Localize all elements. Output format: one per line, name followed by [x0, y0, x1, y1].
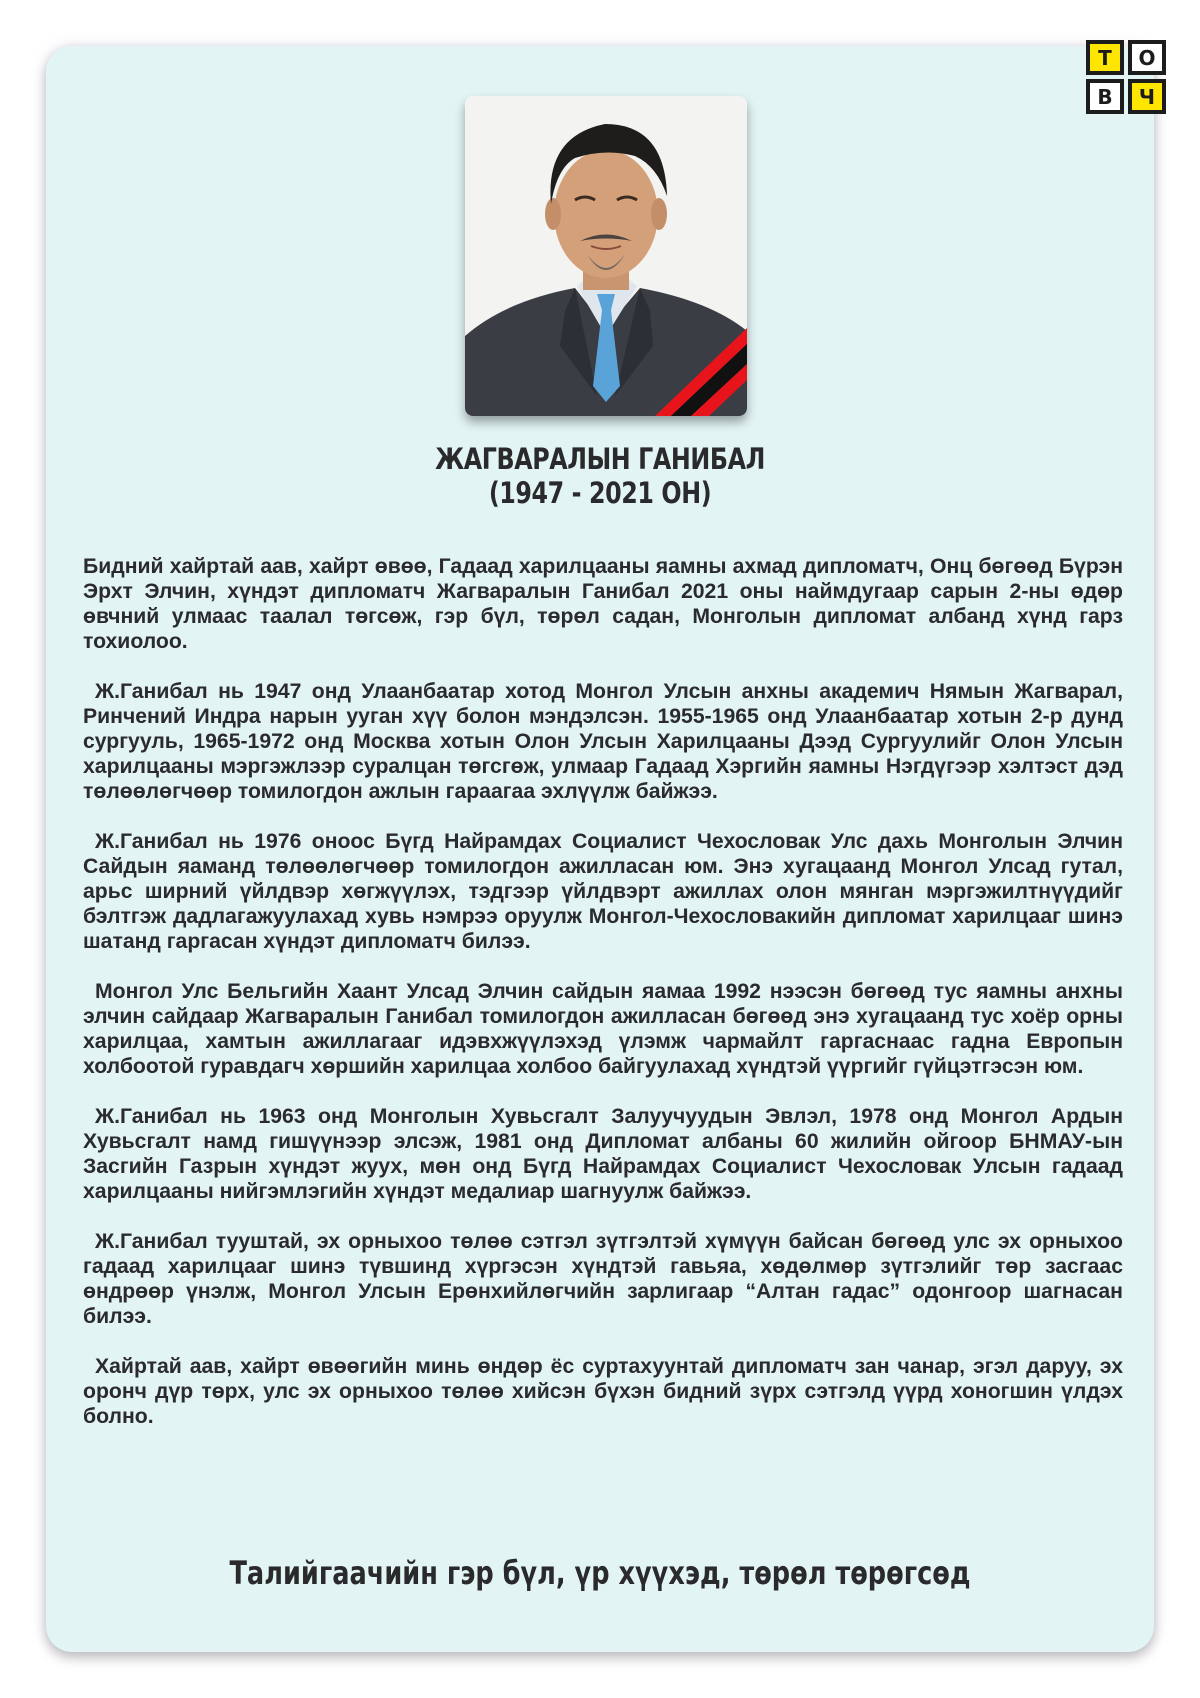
- obituary-body: [83, 554, 1123, 1454]
- life-years: (1947 - 2021 ОН): [488, 476, 712, 510]
- logo-cell: [1128, 40, 1166, 75]
- portrait-illustration: [465, 96, 747, 416]
- logo-cell: [1128, 79, 1166, 114]
- logo-letter: О: [1132, 44, 1162, 71]
- obituary-paragraph: Ж.Ганибал нь 1963 онд Монголын Хувьсгалт Залуучуудын Эвлэл, 1978 онд Монгол Ардын Хувьсгалт намд гишүүнээр элсэж, 1981 онд Дипломат албаны 60 жилийн ойгоор БНМАУ-ын Засгийн Газрын хүндэт жуух, мөн онд Бүгд Найрамдах Социалист Чехословак Улсын гадаад харилцааны нийгэмлэгийн хүндэт медалиар шагнуулж байжээ.: [83, 1105, 1123, 1203]
- tovch-logo: [1086, 40, 1166, 114]
- memorial-heading: [108, 442, 1092, 510]
- logo-letter: Т: [1090, 44, 1120, 71]
- obituary-paragraph: Ж.Ганибал нь 1976 оноос Бүгд Найрамдах Социалист Чехословак Улс дахь Монголын Элчин Сайдын яаманд төлөөлөгчөөр томилогдон ажилласан юм. Энэ хугацаанд Монгол Улсад гутал, арьс ширний үйлдвэр хөгжүүлэх, тэдгээр үйлдвэрт ажиллах олон мянган мэргэжилтнүүдийг бэлтгэж дадлагажуулахад хувь нэмрээ оруулж Монгол-Чехословакийн дипломат харилцааг шинэ шатанд гаргасан хүндэт дипломатч билээ.: [83, 830, 1123, 953]
- logo-cell: [1086, 79, 1124, 114]
- family-signature: Талийгаачийн гэр бүл, үр хүүхэд, төрөл төрөгсөд: [229, 1554, 971, 1592]
- obituary-paragraph: Ж.Ганибал тууштай, эх орныхоо төлөө сэтгэл зүтгэлтэй хүмүүн байсан бөгөөд улс эх орныхоо гадаад харилцааг шинэ түвшинд хүргэсэн хүндтэй гавьяа, хөдөлмөр зүтгэлийг төр засгаас өндрөөр үнэлж, Монгол Улсын Ерөнхийлөгчийн зарлигаар “Алтан гадас” одонгоор шагнасан билээ.: [83, 1230, 1123, 1328]
- deceased-name: ЖАГВАРАЛЫН ГАНИБАЛ: [435, 442, 765, 476]
- obituary-paragraph: Бидний хайртай аав, хайрт өвөө, Гадаад харилцааны яамны ахмад дипломатч, Онц бөгөөд Бүрэн Эрхт Элчин, хүндэт дипломатч Жагваралын Ганибал 2021 оны наймдугаар сарын 2-ны өдөр өвчний улмаас таалал төгсөж, гэр бүл, төрөл садан, Монголын дипломат албанд хүнд гарз тохиолоо.: [83, 555, 1123, 653]
- obituary-paragraph: Монгол Улс Бельгийн Хаант Улсад Элчин сайдын яамаа 1992 нээсэн бөгөөд тус яамны анхны элчин сайдаар Жагваралын Ганибал томилогдон ажилласан бөгөөд энэ хугацаанд тус хоёр орны харилцаа, хамтын ажиллагааг идэвхжүүлэхэд үлэмж чармайлт гаргаснаас гадна Европын холбоотой гуравдагч хөршийн харилцаа холбоо байгуулахад хүндтэй үүргийг гүйцэтгэсэн юм.: [83, 980, 1123, 1078]
- logo-letter: Ч: [1132, 83, 1162, 110]
- obituary-paragraph: Хайртай аав, хайрт өвөөгийн минь өндөр ёс суртахуунтай дипломатч зан чанар, эгэл даруу, эх оронч дүр төрх, улс эх орныхоо төлөө хийсэн бүхэн бидний зүрх сэтгэлд үүрд хоногшин үлдэх болно.: [83, 1355, 1123, 1428]
- logo-cell: [1086, 40, 1124, 75]
- portrait-photo: [465, 96, 747, 416]
- face-shape: [554, 150, 658, 278]
- obituary-paragraph: Ж.Ганибал нь 1947 онд Улаанбаатар хотод Монгол Улсын анхны академич Нямын Жагварал, Ринчений Индра нарын ууган хүү болон мэндэлсэн. 1955-1965 онд Улаанбаатар хотын 2-р дунд сургууль, 1965-1972 онд Москва хотын Олон Улсын Харилцааны Дээд Сургуулийг Олон Улсын харилцааны мэргэжлээр суралцан төгсгөж, улмаар Гадаад Хэргийн яамны Нэгдүгээр хэлтэст дэд төлөөлөгчөөр томилогдон ажлын гараагаа эхлүүлж байжээ.: [83, 680, 1123, 803]
- logo-letter: В: [1090, 83, 1120, 110]
